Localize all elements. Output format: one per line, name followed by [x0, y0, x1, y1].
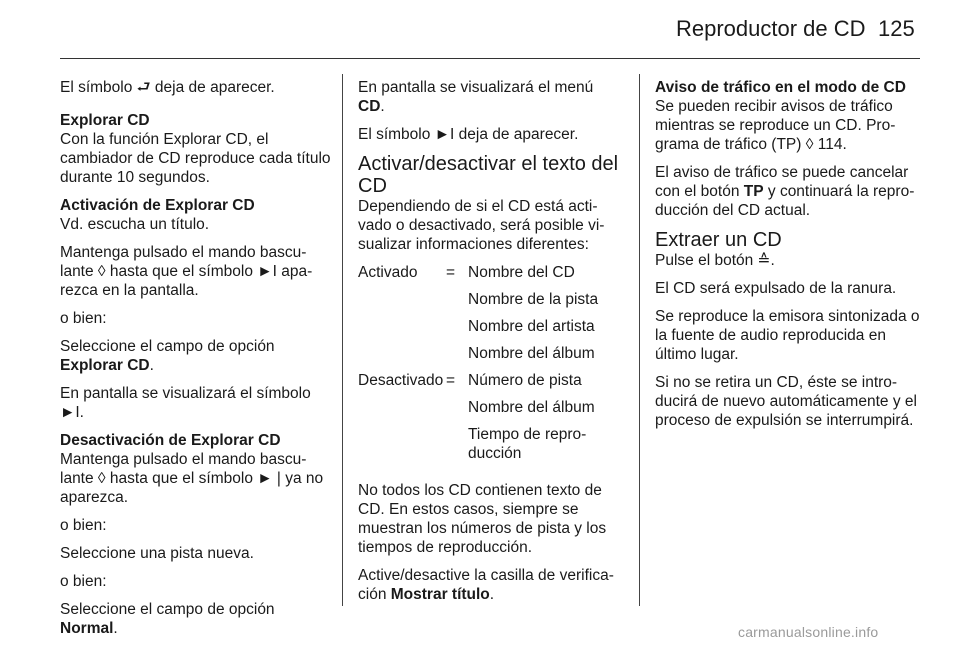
- table-value: Tiempo de reproducción: [468, 426, 587, 462]
- table-row: [358, 317, 618, 344]
- extraer-p3: Se reproduce la emisora sintonizada o la fuente de audio reproducida en último lugar.: [655, 308, 920, 363]
- cd-text-table: [358, 263, 618, 471]
- page-number: 125: [878, 16, 915, 41]
- table-value: Nombre del CD: [468, 264, 575, 281]
- activacion-p5: En pantalla se visualizará el símbolo ►I.: [60, 385, 311, 421]
- extraer-p4: Si no se retira un CD, éste se introducirá de nuevo automáticamente y el proceso de expulsión se interrumpirá.: [655, 374, 917, 429]
- desactivacion-p2: o bien:: [60, 517, 107, 534]
- table-value: Nombre del artista: [468, 318, 595, 335]
- section-heading-extraer-cd: Extraer un CD: [655, 229, 782, 251]
- scan-icon: ►I: [257, 263, 277, 280]
- table-key: [358, 398, 446, 425]
- table-key: [358, 290, 446, 317]
- desactivacion-p5: Seleccione el campo de opción Normal.: [60, 601, 275, 637]
- table-key: [358, 425, 446, 471]
- section-text-explorar-cd: Con la función Explorar CD, el cambiador de CD reproduce cada título durante 10 segundos.: [60, 131, 331, 186]
- knob-icon: ◊: [97, 470, 106, 487]
- scan-icon: ► |: [257, 470, 281, 487]
- table-eq: [446, 290, 468, 317]
- aviso-trafico-p1: Se pueden recibir avisos de tráfico mientras se reproduce un CD. Programa de tráfico (TP) ◊ 114.: [655, 98, 896, 153]
- table-row: [358, 290, 618, 317]
- section-heading-aviso-trafico: Aviso de tráfico en el modo de CD: [655, 79, 906, 96]
- table-eq: =: [446, 264, 456, 281]
- section-heading-desactivacion: Desactivación de Explorar CD: [60, 432, 281, 449]
- page-header: [0, 0, 960, 60]
- desactivacion-p3: Seleccione una pista nueva.: [60, 545, 254, 562]
- table-value: Nombre de la pista: [468, 291, 599, 308]
- column-divider-2: [639, 74, 640, 606]
- table-key: [358, 317, 446, 344]
- activacion-p4: Seleccione el campo de opción Explorar CD.: [60, 338, 275, 374]
- column-3: [655, 78, 923, 439]
- desactivacion-p4: o bien:: [60, 573, 107, 590]
- scan-icon: ►I: [434, 126, 455, 143]
- table-key: Desactivado: [358, 372, 444, 389]
- repeat-symbol-note: El símbolo ⮐ deja de aparecer.: [60, 79, 275, 96]
- table-eq: [446, 344, 468, 371]
- section-heading-texto-cd: Activar/desactivar el texto del CD: [358, 153, 619, 197]
- table-eq: [446, 398, 468, 425]
- table-eq: =: [446, 372, 456, 389]
- texto-cd-note: No todos los CD contienen texto de CD. En estos casos, siempre se muestran los números de pista y los tiempos de reproducción.: [358, 482, 607, 556]
- header-divider: [60, 58, 920, 59]
- table-row: [358, 371, 618, 398]
- table-eq: [446, 425, 468, 471]
- watermark: carmanualsonline.info: [738, 624, 879, 640]
- aviso-trafico-p2: El aviso de tráfico se puede cancelar con el botón TP y continuará la reproducción del CD actual.: [655, 164, 915, 219]
- table-row: [358, 398, 618, 425]
- page-title: Reproductor de CD: [676, 16, 866, 41]
- table-row: [358, 425, 618, 471]
- column-divider-1: [342, 74, 343, 606]
- activacion-p2: Mantenga pulsado el mando basculante ◊ hasta que el símbolo ►I aparezca en la pantalla.: [60, 244, 313, 299]
- table-key: [358, 344, 446, 371]
- section-heading-explorar-cd: Explorar CD: [60, 112, 150, 129]
- table-value: Número de pista: [468, 372, 582, 389]
- menu-cd-note: En pantalla se visualizará el menú CD.: [358, 79, 594, 115]
- texto-cd-intro: Dependiendo de si el CD está activado o desactivado, será posible visualizar informaciones diferentes:: [358, 198, 605, 253]
- knob-icon: ◊: [97, 263, 106, 280]
- eject-icon: ≙: [757, 252, 771, 269]
- mostrar-titulo-note: Active/desactive la casilla de verificación Mostrar título.: [358, 567, 614, 603]
- table-value: Nombre del álbum: [468, 399, 595, 416]
- activacion-p3: o bien:: [60, 310, 107, 327]
- column-1: [60, 78, 332, 647]
- column-2: [358, 78, 622, 613]
- page-ref-icon: ◊: [805, 136, 814, 153]
- desactivacion-p1: Mantenga pulsado el mando basculante ◊ hasta que el símbolo ► | ya no aparezca.: [60, 451, 324, 506]
- extraer-p1: Pulse el botón ≙.: [655, 252, 775, 269]
- extraer-p2: El CD será expulsado de la ranura.: [655, 280, 897, 297]
- activacion-p1: Vd. escucha un título.: [60, 216, 210, 233]
- table-eq: [446, 317, 468, 344]
- repeat-icon: ⮐: [136, 79, 151, 96]
- section-heading-activacion: Activación de Explorar CD: [60, 197, 255, 214]
- table-row: [358, 263, 618, 290]
- table-value: Nombre del álbum: [468, 345, 595, 362]
- table-key: Activado: [358, 264, 418, 281]
- symbol-note: El símbolo ►I deja de aparecer.: [358, 126, 579, 143]
- table-row: [358, 344, 618, 371]
- scan-icon: ►I: [60, 404, 80, 421]
